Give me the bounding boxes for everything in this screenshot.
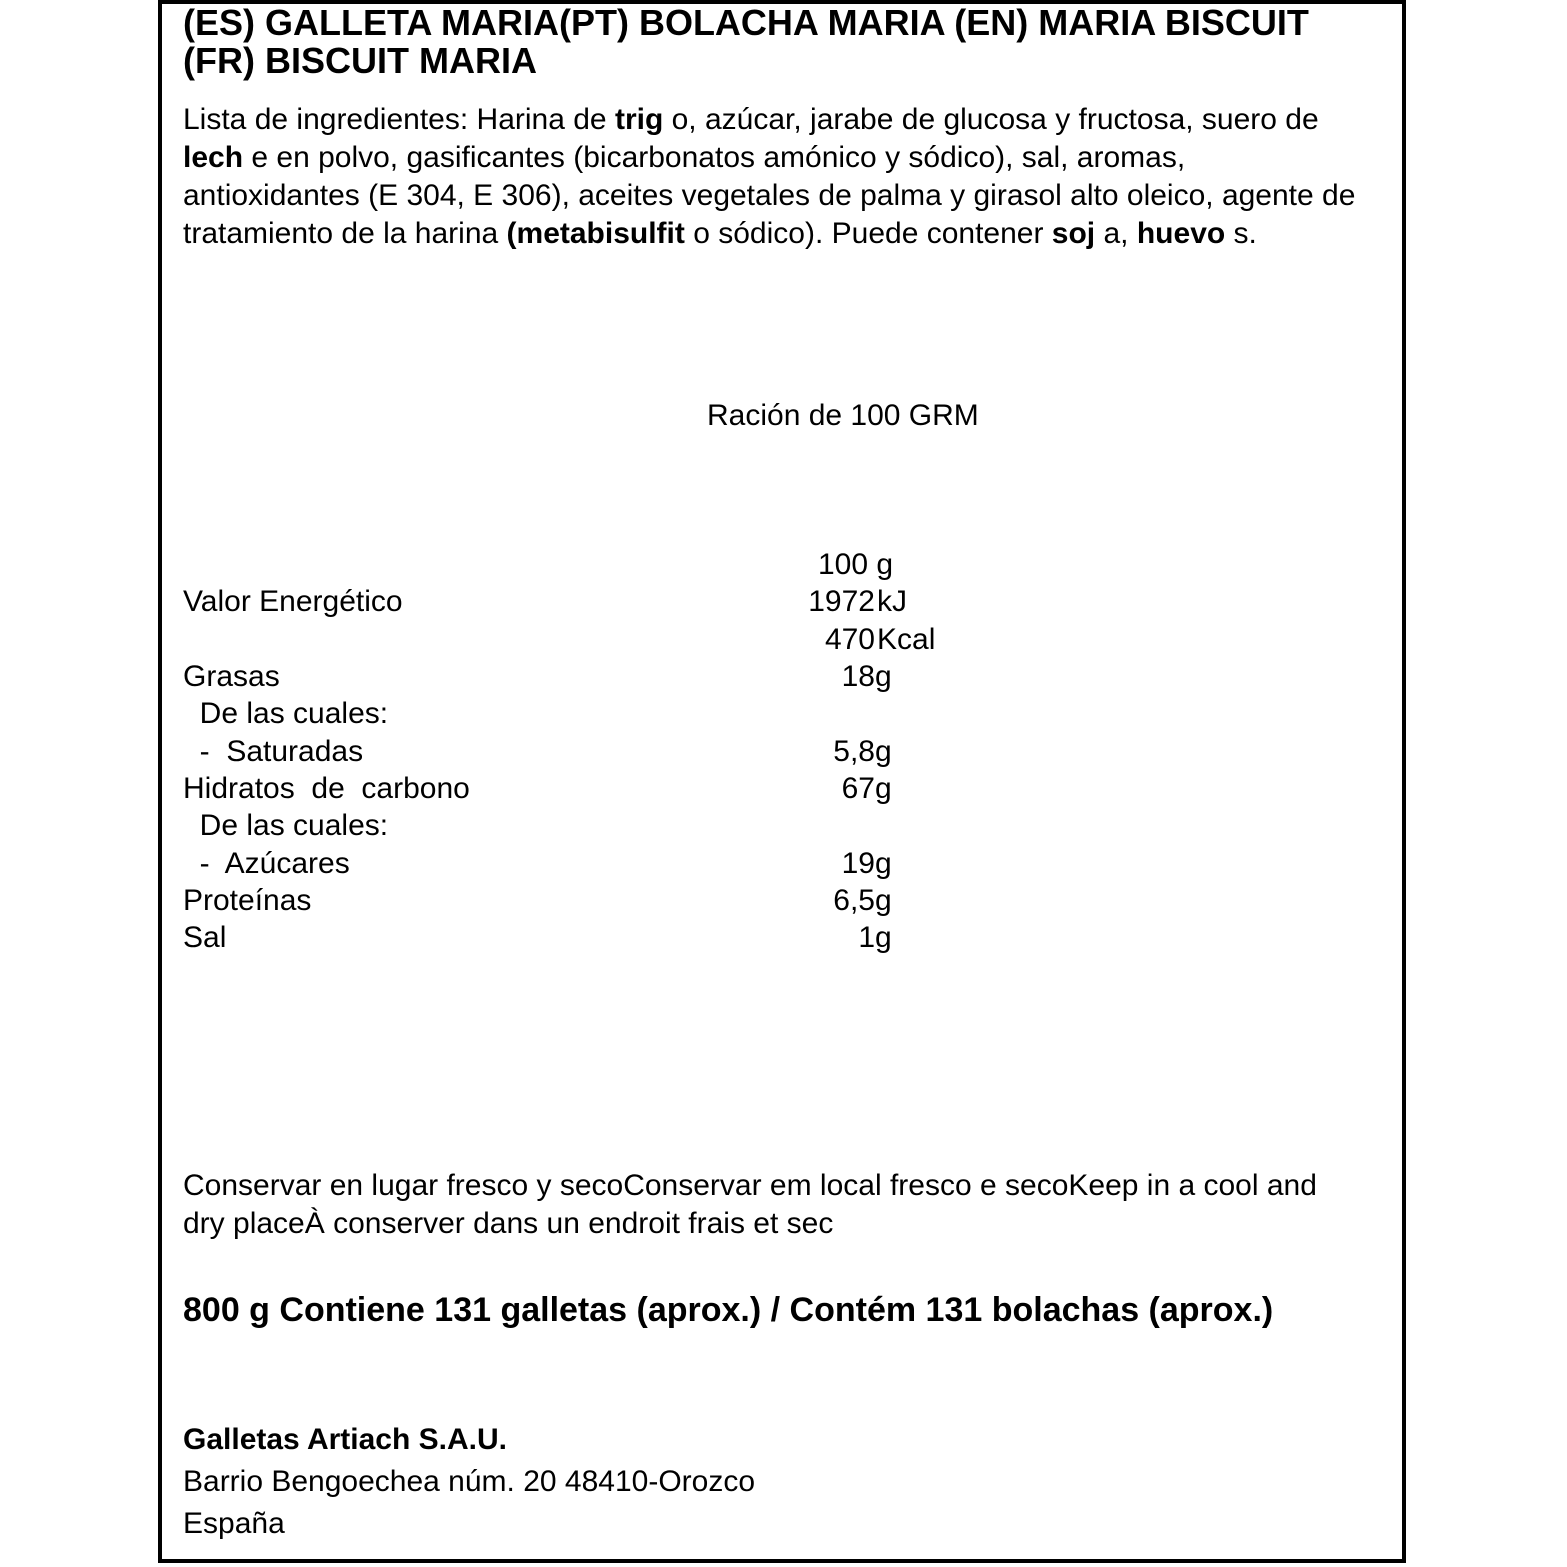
allergen-egg: huevo — [1136, 217, 1226, 250]
nutrient-unit: g — [875, 660, 892, 693]
ingredients-list — [183, 101, 1363, 253]
nutrient-label: Proteínas — [183, 884, 312, 917]
company-name: Galletas Artiach S.A.U. — [183, 1423, 507, 1456]
energy-label: Valor Energético — [183, 585, 403, 618]
nutrient-label: Sal — [183, 921, 227, 954]
nutrient-label: Hidratos de carbono — [183, 772, 470, 805]
nutrient-label: Grasas — [183, 660, 280, 693]
nutrient-value: 67 — [841, 772, 875, 805]
nutrient-value: 18 — [841, 660, 875, 693]
nutrient-label: - Saturadas — [183, 735, 364, 768]
nutrient-value: 6,5 — [833, 884, 875, 917]
ingredients-segment: o sódico). Puede contener — [684, 217, 1052, 250]
ingredients-segment: a, — [1095, 217, 1137, 250]
ingredients-segment: Lista de ingredientes: Harina de — [183, 103, 615, 136]
product-title: (ES) GALLETA MARIA(PT) BOLACHA MARIA (EN) MARIA BISCUIT (FR) BISCUIT MARIA — [183, 2, 1309, 81]
company-address: Barrio Bengoechea núm. 20 48410-Orozco — [183, 1465, 756, 1498]
ingredients-segment: o, azúcar, jarabe de glucosa y fructosa, suero de — [663, 103, 1319, 136]
ingredients-segment: s. — [1225, 217, 1257, 250]
nutrient-sublabel: De las cuales: — [183, 697, 389, 730]
storage-instructions: Conservar en lugar fresco y secoConservar em local fresco e secoKeep in a cool and dry placeÀ conserver dans un endroit frais et sec — [183, 1169, 1317, 1240]
nutrient-unit: g — [875, 847, 892, 880]
nutrient-unit: g — [875, 884, 892, 917]
energy-kcal-value: 470 — [824, 623, 875, 656]
nutrient-value: 19 — [841, 847, 875, 880]
energy-kj-unit: kJ — [877, 585, 907, 618]
company-country: España — [183, 1507, 285, 1540]
nutrient-unit: g — [875, 921, 892, 954]
energy-kj-value: 1972 — [808, 585, 875, 618]
allergen-sulphite: (metabisulfit — [506, 217, 685, 250]
nutrient-unit: g — [875, 772, 892, 805]
serving-size: Ración de 100 GRM — [707, 399, 979, 432]
nutrient-unit: g — [875, 735, 892, 768]
energy-kcal-unit: Kcal — [877, 623, 936, 656]
allergen-wheat: trig — [614, 103, 664, 136]
nutrient-value: 5,8 — [833, 735, 875, 768]
nutrient-label: - Azúcares — [183, 847, 350, 880]
column-header: 100 g — [818, 548, 894, 581]
ingredients-segment: e en polvo, gasificantes (bicarbonatos amónico y sódico), sal, aromas, antioxidantes (E 304, E 306), aceites vegetales de palma y girasol alto oleico, agente de tratamiento de la harina — [183, 141, 1356, 250]
nutrient-sublabel: De las cuales: — [183, 809, 389, 842]
allergen-soy: soj — [1051, 217, 1096, 250]
package-contents: 800 g Contiene 131 galletas (aprox.) / Contém 131 bolachas (aprox.) — [183, 1291, 1274, 1329]
nutrient-value: 1 — [858, 921, 875, 954]
allergen-milk: lech — [183, 141, 244, 174]
